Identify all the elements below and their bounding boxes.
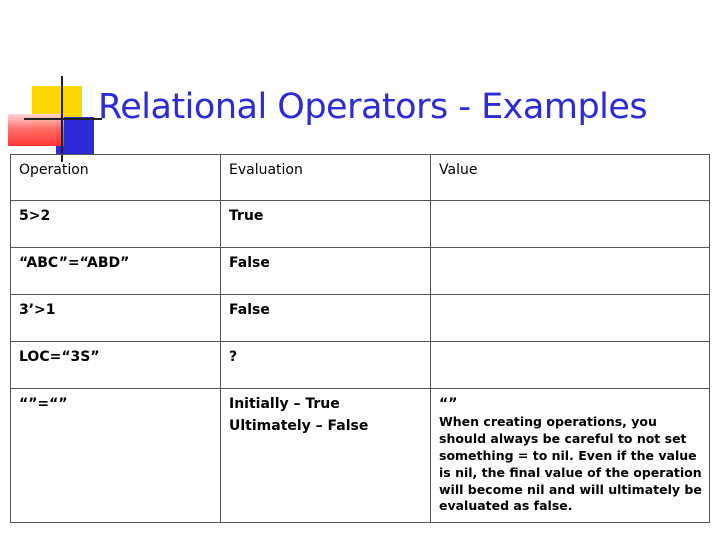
table-row bbox=[11, 295, 710, 342]
value-cell bbox=[431, 248, 710, 295]
value-cell bbox=[431, 342, 710, 389]
examples-table bbox=[10, 154, 710, 523]
evaluation-cell: False bbox=[221, 295, 431, 342]
decorative-logo bbox=[0, 0, 110, 170]
operation-cell: 5>2 bbox=[11, 201, 221, 248]
evaluation-line-initially: Initially – True bbox=[229, 396, 340, 412]
evaluation-cell bbox=[221, 389, 431, 523]
value-quote: “” bbox=[439, 396, 458, 412]
value-cell bbox=[431, 295, 710, 342]
value-cell bbox=[431, 201, 710, 248]
logo-horizontal-line bbox=[24, 118, 102, 120]
slide-title: Relational Operators - Examples bbox=[98, 87, 648, 127]
evaluation-line-ultimately: Ultimately – False bbox=[229, 418, 369, 434]
operation-cell: 3’>1 bbox=[11, 295, 221, 342]
table-row bbox=[11, 248, 710, 295]
operation-cell: “ABC”=“ABD” bbox=[11, 248, 221, 295]
operation-cell: “”=“” bbox=[11, 389, 221, 523]
evaluation-cell: ? bbox=[221, 342, 431, 389]
header-value: Value bbox=[431, 155, 710, 201]
evaluation-cell: True bbox=[221, 201, 431, 248]
table-row bbox=[11, 389, 710, 523]
table-row bbox=[11, 201, 710, 248]
table-row bbox=[11, 342, 710, 389]
value-cell bbox=[431, 389, 710, 523]
value-note: When creating operations, you should always be careful to not set something = to nil. Even if the value is nil, the final value of the operation will become nil and will ultimately be evaluated as false. bbox=[439, 414, 702, 514]
header-operation: Operation bbox=[11, 155, 221, 201]
examples-table-wrapper bbox=[10, 154, 709, 522]
operation-cell: LOC=“3S” bbox=[11, 342, 221, 389]
evaluation-cell: False bbox=[221, 248, 431, 295]
header-evaluation: Evaluation bbox=[221, 155, 431, 201]
table-header-row bbox=[11, 155, 710, 201]
